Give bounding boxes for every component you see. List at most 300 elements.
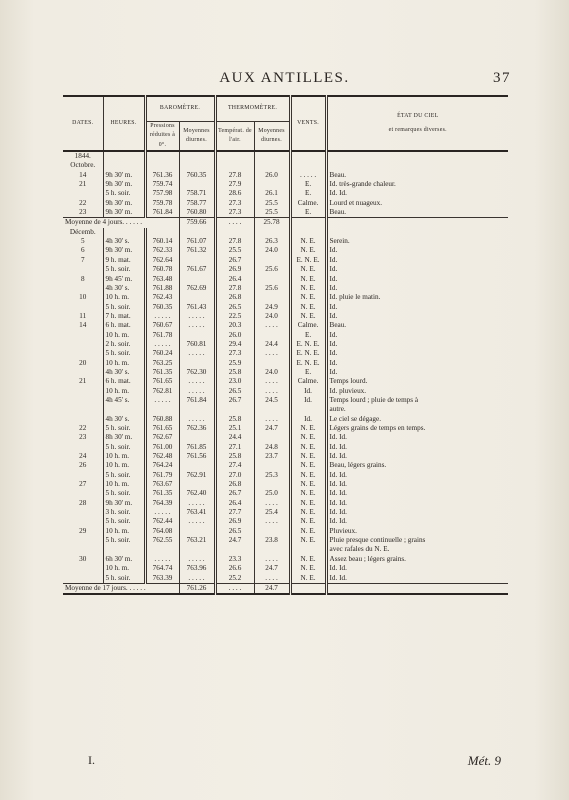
- temp-mean-cell: 25.4: [254, 508, 290, 517]
- temp-cell: 24.4: [215, 433, 254, 442]
- wind-cell: N. E.: [290, 517, 326, 526]
- date-cell: 24: [79, 452, 87, 461]
- date-cell: [63, 508, 103, 517]
- remarks-cell: Id. Id.: [326, 564, 508, 573]
- temp-cell: [215, 152, 254, 161]
- baro-mean-cell: [179, 359, 215, 368]
- time-cell: 9h 45' m.: [103, 275, 145, 284]
- temp-mean-cell: . . . .: [254, 349, 290, 358]
- temp-mean-cell: 25.5: [254, 199, 290, 208]
- table-row: [63, 527, 508, 536]
- time-cell: 5 h. soir.: [103, 517, 145, 526]
- baro-mean-cell: 761.67: [179, 265, 215, 274]
- temp-cell: 26.5: [215, 527, 254, 536]
- temp-cell: 24.7: [215, 536, 254, 545]
- temp-cell: 27.9: [215, 180, 254, 189]
- date-cell: [63, 564, 103, 573]
- temp-cell: [215, 405, 254, 414]
- total-row-october: [63, 218, 508, 228]
- baro-mean-cell: [179, 545, 215, 554]
- total-label: Moyenne de 4 jours. . . . . .: [63, 218, 179, 228]
- wind-cell: Id.: [290, 396, 326, 405]
- date-cell: 23: [79, 433, 87, 442]
- temp-mean-cell: . . . .: [254, 415, 290, 424]
- time-cell: 10 h. m.: [103, 331, 145, 340]
- pressure-cell: 761.35: [145, 489, 179, 498]
- time-cell: [103, 545, 145, 554]
- date-cell: [63, 443, 103, 452]
- header-etat-subtitle: et remarques diverses.: [388, 127, 447, 134]
- header-vents: VENTS.: [290, 96, 326, 151]
- baro-mean-cell: [179, 433, 215, 442]
- remarks-cell: Serein.: [326, 237, 508, 246]
- table-row: [63, 189, 508, 198]
- temp-cell: 26.7: [215, 396, 254, 405]
- date-cell: [63, 340, 103, 349]
- temp-mean-cell: . . . .: [254, 555, 290, 564]
- time-cell: 5 h. soir.: [103, 265, 145, 274]
- baro-mean-cell: . . . . .: [179, 574, 215, 583]
- temp-cell: 26.8: [215, 480, 254, 489]
- time-cell: 10 h. m.: [103, 480, 145, 489]
- baro-mean-cell: 763.41: [179, 508, 215, 517]
- date-cell: 10: [79, 293, 87, 302]
- date-cell: 8: [80, 274, 85, 283]
- temp-mean-cell: [254, 256, 290, 265]
- temp-cell: 27.4: [215, 461, 254, 470]
- remarks-cell: autre.: [326, 405, 508, 414]
- date-cell: [63, 189, 103, 198]
- wind-cell: N. E.: [290, 452, 326, 461]
- pressure-cell: 763.25: [145, 359, 179, 368]
- baro-mean-cell: . . . . .: [179, 349, 215, 358]
- table-row: [63, 415, 508, 424]
- temp-cell: 23.3: [215, 555, 254, 564]
- baro-mean-cell: 758.77: [179, 199, 215, 208]
- baro-mean-cell: 760.80: [179, 208, 215, 217]
- pressure-cell: 760.88: [145, 415, 179, 424]
- time-cell: 5 h. soir.: [103, 424, 145, 433]
- pressure-cell: 761.79: [145, 471, 179, 480]
- remarks-cell: Id. pluvieux.: [326, 387, 508, 396]
- temp-cell: 26.4: [215, 275, 254, 284]
- pressure-cell: 761.65: [145, 424, 179, 433]
- temp-mean-cell: 24.0: [254, 368, 290, 377]
- remarks-cell: avec rafales du N. E.: [326, 545, 508, 554]
- temp-cell: 26.6: [215, 564, 254, 573]
- baro-mean-cell: 762.30: [179, 368, 215, 377]
- temp-mean-cell: . . . .: [254, 321, 290, 330]
- temp-mean-cell: [254, 461, 290, 470]
- wind-cell: N. E.: [290, 265, 326, 274]
- remarks-cell: Légers grains de temps en temps.: [326, 424, 508, 433]
- remarks-cell: Id. Id.: [326, 443, 508, 452]
- wind-cell: N. E.: [290, 536, 326, 545]
- temp-mean-cell: [254, 433, 290, 442]
- baro-mean-cell: [179, 152, 215, 161]
- pressure-cell: 763.39: [145, 574, 179, 583]
- temp-cell: 25.2: [215, 574, 254, 583]
- date-cell: [63, 489, 103, 498]
- table-row: [63, 499, 508, 508]
- wind-cell: E. N. E.: [290, 349, 326, 358]
- time-cell: [103, 405, 145, 414]
- table-row: [63, 340, 508, 349]
- baro-mean-cell: [179, 180, 215, 189]
- pressure-cell: 759.78: [145, 199, 179, 208]
- temp-mean-cell: [254, 293, 290, 302]
- table-row: [63, 275, 508, 284]
- wind-cell: E. N. E.: [290, 359, 326, 368]
- temp-cell: 25.8: [215, 452, 254, 461]
- baro-mean-cell: [179, 256, 215, 265]
- date-cell: [63, 536, 103, 545]
- temp-cell: 23.0: [215, 377, 254, 386]
- time-cell: 10 h. m.: [103, 452, 145, 461]
- signature-mark: I.: [88, 753, 95, 767]
- temp-cell: 27.8: [215, 237, 254, 246]
- remarks-cell: Beau.: [326, 208, 508, 217]
- pressure-cell: 761.35: [145, 368, 179, 377]
- table-row: [63, 564, 508, 573]
- temp-cell: 25.5: [215, 246, 254, 255]
- pressure-cell: . . . . .: [145, 555, 179, 564]
- date-cell: 22: [79, 198, 87, 207]
- temp-cell: 28.6: [215, 189, 254, 198]
- header-dates: DATES.: [63, 96, 103, 151]
- baro-mean-cell: 762.91: [179, 471, 215, 480]
- table-row: [63, 461, 508, 470]
- table-row: [63, 545, 508, 554]
- table-row: [63, 228, 508, 237]
- baro-mean-cell: [179, 275, 215, 284]
- wind-cell: [290, 161, 326, 170]
- remarks-cell: Assez beau ; légers grains.: [326, 555, 508, 564]
- wind-cell: E.: [290, 180, 326, 189]
- meteorological-table: [63, 95, 508, 595]
- total-temp-mean: 25.78: [254, 218, 290, 228]
- remarks-cell: Id.: [326, 303, 508, 312]
- pressure-cell: [145, 545, 179, 554]
- wind-cell: N. E.: [290, 480, 326, 489]
- remarks-cell: Id.: [326, 340, 508, 349]
- baro-mean-cell: 758.71: [179, 189, 215, 198]
- time-cell: [103, 228, 145, 237]
- date-cell: [63, 574, 103, 583]
- wind-cell: N. E.: [290, 489, 326, 498]
- time-cell: 3 h. soir.: [103, 508, 145, 517]
- date-cell: 11: [79, 311, 87, 320]
- table-row: [63, 246, 508, 255]
- remarks-cell: Id.: [326, 275, 508, 284]
- table-row: [63, 452, 508, 461]
- pressure-cell: 761.78: [145, 331, 179, 340]
- table-row: [63, 433, 508, 442]
- wind-cell: N. E.: [290, 508, 326, 517]
- table-row: [63, 424, 508, 433]
- temp-cell: [215, 545, 254, 554]
- time-cell: 2 h. soir.: [103, 340, 145, 349]
- wind-cell: [290, 545, 326, 554]
- date-cell: 5: [80, 237, 85, 246]
- wind-cell: E.: [290, 208, 326, 217]
- time-cell: 9h 30' m.: [103, 208, 145, 217]
- remarks-cell: Id. Id.: [326, 508, 508, 517]
- temp-cell: 27.1: [215, 443, 254, 452]
- table-row: [63, 536, 508, 545]
- remarks-cell: Id. Id.: [326, 452, 508, 461]
- temp-mean-cell: 25.5: [254, 208, 290, 217]
- temp-cell: 26.8: [215, 293, 254, 302]
- remarks-cell: Beau.: [326, 171, 508, 180]
- wind-cell: E.: [290, 189, 326, 198]
- time-cell: 5 h. soir.: [103, 536, 145, 545]
- temp-cell: 27.0: [215, 471, 254, 480]
- pressure-cell: 761.36: [145, 171, 179, 180]
- wind-cell: E.: [290, 368, 326, 377]
- table-row: [63, 471, 508, 480]
- wind-cell: N. E.: [290, 527, 326, 536]
- baro-mean-cell: 761.32: [179, 246, 215, 255]
- time-cell: 10 h. m.: [103, 293, 145, 302]
- time-cell: 4h 30' s.: [103, 368, 145, 377]
- total-temp: . . . .: [215, 218, 254, 228]
- wind-cell: E. N. E.: [290, 256, 326, 265]
- wind-cell: Id.: [290, 387, 326, 396]
- remarks-cell: Id.: [326, 368, 508, 377]
- date-cell: 30: [79, 554, 87, 563]
- pressure-cell: 761.65: [145, 377, 179, 386]
- temp-mean-cell: . . . .: [254, 387, 290, 396]
- temp-cell: 27.8: [215, 284, 254, 293]
- temp-cell: 27.7: [215, 508, 254, 517]
- table-row: [63, 480, 508, 489]
- temp-mean-cell: [254, 545, 290, 554]
- temp-cell: [215, 161, 254, 170]
- wind-cell: [290, 405, 326, 414]
- temp-mean-cell: [254, 480, 290, 489]
- page-number: 37: [493, 70, 511, 86]
- time-cell: 9h 30' m.: [103, 171, 145, 180]
- time-cell: 4h 45' s.: [103, 396, 145, 405]
- temp-cell: 20.3: [215, 321, 254, 330]
- baro-mean-cell: . . . . .: [179, 555, 215, 564]
- pressure-cell: 760.24: [145, 349, 179, 358]
- pressure-cell: [145, 405, 179, 414]
- date-cell: 27: [79, 480, 87, 489]
- pressure-cell: . . . . .: [145, 508, 179, 517]
- date-cell: [63, 517, 103, 526]
- pressure-cell: 761.88: [145, 284, 179, 293]
- remarks-cell: Id. Id.: [326, 189, 508, 198]
- section-mark: Mét. 9: [467, 753, 501, 768]
- wind-cell: [290, 228, 326, 237]
- temp-mean-cell: [254, 275, 290, 284]
- baro-mean-cell: 763.21: [179, 536, 215, 545]
- baro-mean-cell: [179, 161, 215, 170]
- temp-cell: 26.9: [215, 517, 254, 526]
- remarks-cell: Id.: [326, 349, 508, 358]
- table-row: [63, 489, 508, 498]
- total-row-december: [63, 583, 508, 594]
- time-cell: 4h 30' s.: [103, 415, 145, 424]
- temp-cell: 25.9: [215, 359, 254, 368]
- pressure-cell: 762.43: [145, 293, 179, 302]
- temp-mean-cell: 24.7: [254, 564, 290, 573]
- remarks-cell: Id. Id.: [326, 517, 508, 526]
- header-barometre: BAROMÈTRE.: [145, 96, 215, 122]
- time-cell: 8h 30' m.: [103, 433, 145, 442]
- temp-mean-cell: [254, 152, 290, 161]
- table-row: [63, 171, 508, 180]
- baro-mean-cell: 761.84: [179, 396, 215, 405]
- temp-cell: 25.8: [215, 415, 254, 424]
- pressure-cell: . . . . .: [145, 312, 179, 321]
- time-cell: 9 h. mat.: [103, 256, 145, 265]
- wind-cell: Calme.: [290, 377, 326, 386]
- baro-mean-cell: 762.40: [179, 489, 215, 498]
- remarks-cell: Lourd et nuageux.: [326, 199, 508, 208]
- remarks-cell: Temps lourd.: [326, 377, 508, 386]
- date-cell: 14: [79, 321, 87, 330]
- table-row: [63, 312, 508, 321]
- time-cell: 6 h. mat.: [103, 377, 145, 386]
- date-cell: [63, 545, 103, 554]
- pressure-cell: 759.74: [145, 180, 179, 189]
- date-cell: [63, 396, 103, 405]
- temp-mean-cell: 24.8: [254, 443, 290, 452]
- table-row: [63, 161, 508, 170]
- time-cell: 10 h. m.: [103, 461, 145, 470]
- date-cell: [63, 415, 103, 424]
- table-row: [63, 265, 508, 274]
- time-cell: 5 h. soir.: [103, 303, 145, 312]
- table-row: [63, 359, 508, 368]
- date-cell: [63, 303, 103, 312]
- date-cell: 22: [79, 424, 87, 432]
- pressure-cell: 762.55: [145, 536, 179, 545]
- temp-cell: 26.7: [215, 489, 254, 498]
- wind-cell: N. E.: [290, 433, 326, 442]
- date-cell: 21: [79, 377, 87, 386]
- temp-mean-cell: 23.7: [254, 452, 290, 461]
- temp-mean-cell: 24.0: [254, 246, 290, 255]
- date-cell: 14: [79, 170, 87, 179]
- wind-cell: N. E.: [290, 564, 326, 573]
- remarks-cell: Id. Id.: [326, 499, 508, 508]
- time-cell: 4h 30' s.: [103, 284, 145, 293]
- total-baro-mean: 761.26: [179, 583, 215, 594]
- baro-mean-cell: 762.36: [179, 424, 215, 433]
- date-cell: 1844.: [74, 152, 91, 161]
- table-row: [63, 284, 508, 293]
- date-cell: [63, 265, 103, 274]
- time-cell: 9h 30' m.: [103, 246, 145, 255]
- pressure-cell: 763.48: [145, 275, 179, 284]
- time-cell: 5 h. soir.: [103, 489, 145, 498]
- temp-cell: 25.1: [215, 424, 254, 433]
- date-cell: [63, 284, 103, 293]
- pressure-cell: 762.64: [145, 256, 179, 265]
- table-row: [63, 508, 508, 517]
- pressure-cell: 764.08: [145, 527, 179, 536]
- temp-mean-cell: . . . .: [254, 517, 290, 526]
- december-section: [63, 228, 508, 584]
- temp-mean-cell: 26.1: [254, 189, 290, 198]
- temp-mean-cell: [254, 405, 290, 414]
- baro-mean-cell: [179, 228, 215, 237]
- baro-mean-cell: [179, 331, 215, 340]
- table-row: [63, 303, 508, 312]
- time-cell: 6 h. mat.: [103, 321, 145, 330]
- wind-cell: N. E.: [290, 293, 326, 302]
- baro-mean-cell: [179, 480, 215, 489]
- remarks-cell: [326, 152, 508, 161]
- temp-mean-cell: 24.7: [254, 424, 290, 433]
- wind-cell: N. E.: [290, 555, 326, 564]
- remarks-cell: Id. Id.: [326, 471, 508, 480]
- time-cell: 10 h. m.: [103, 564, 145, 573]
- temp-mean-cell: [254, 359, 290, 368]
- pressure-cell: 760.78: [145, 265, 179, 274]
- pressure-cell: 762.48: [145, 452, 179, 461]
- date-cell: 7: [80, 255, 85, 264]
- table-row: [63, 555, 508, 564]
- time-cell: 7 h. mat.: [103, 312, 145, 321]
- temp-cell: 27.3: [215, 349, 254, 358]
- date-cell: [63, 349, 103, 358]
- wind-cell: N. E.: [290, 284, 326, 293]
- baro-mean-cell: . . . . .: [179, 321, 215, 330]
- wind-cell: E.: [290, 331, 326, 340]
- wind-cell: N. E.: [290, 312, 326, 321]
- date-cell: [63, 368, 103, 377]
- temp-cell: 26.5: [215, 303, 254, 312]
- pressure-cell: 762.44: [145, 517, 179, 526]
- header-etat: [326, 96, 508, 151]
- temp-mean-cell: . . . .: [254, 499, 290, 508]
- date-cell: 28: [79, 498, 87, 507]
- baro-mean-cell: . . . . .: [179, 387, 215, 396]
- time-cell: 5 h. soir.: [103, 471, 145, 480]
- baro-mean-cell: 761.07: [179, 237, 215, 246]
- table-row: [63, 396, 508, 405]
- remarks-cell: Id.: [326, 265, 508, 274]
- remarks-cell: Id. très-grande chaleur.: [326, 180, 508, 189]
- remarks-cell: Beau.: [326, 321, 508, 330]
- wind-cell: N. E.: [290, 303, 326, 312]
- date-cell: 26: [79, 461, 87, 470]
- pressure-cell: . . . . .: [145, 396, 179, 405]
- temp-mean-cell: [254, 527, 290, 536]
- remarks-cell: Id.: [326, 359, 508, 368]
- baro-mean-cell: 761.56: [179, 452, 215, 461]
- remarks-cell: Id. Id.: [326, 480, 508, 489]
- table-row: [63, 208, 508, 217]
- temp-cell: 22.5: [215, 312, 254, 321]
- wind-cell: Calme.: [290, 199, 326, 208]
- temp-mean-cell: 24.9: [254, 303, 290, 312]
- temp-cell: 26.5: [215, 387, 254, 396]
- temp-mean-cell: . . . .: [254, 377, 290, 386]
- remarks-cell: Id.: [326, 246, 508, 255]
- temp-mean-cell: 25.6: [254, 265, 290, 274]
- table-row: [63, 368, 508, 377]
- temp-mean-cell: 23.8: [254, 536, 290, 545]
- pressure-cell: 762.33: [145, 246, 179, 255]
- temp-cell: 29.4: [215, 340, 254, 349]
- total-baro-mean: 759.66: [179, 218, 215, 228]
